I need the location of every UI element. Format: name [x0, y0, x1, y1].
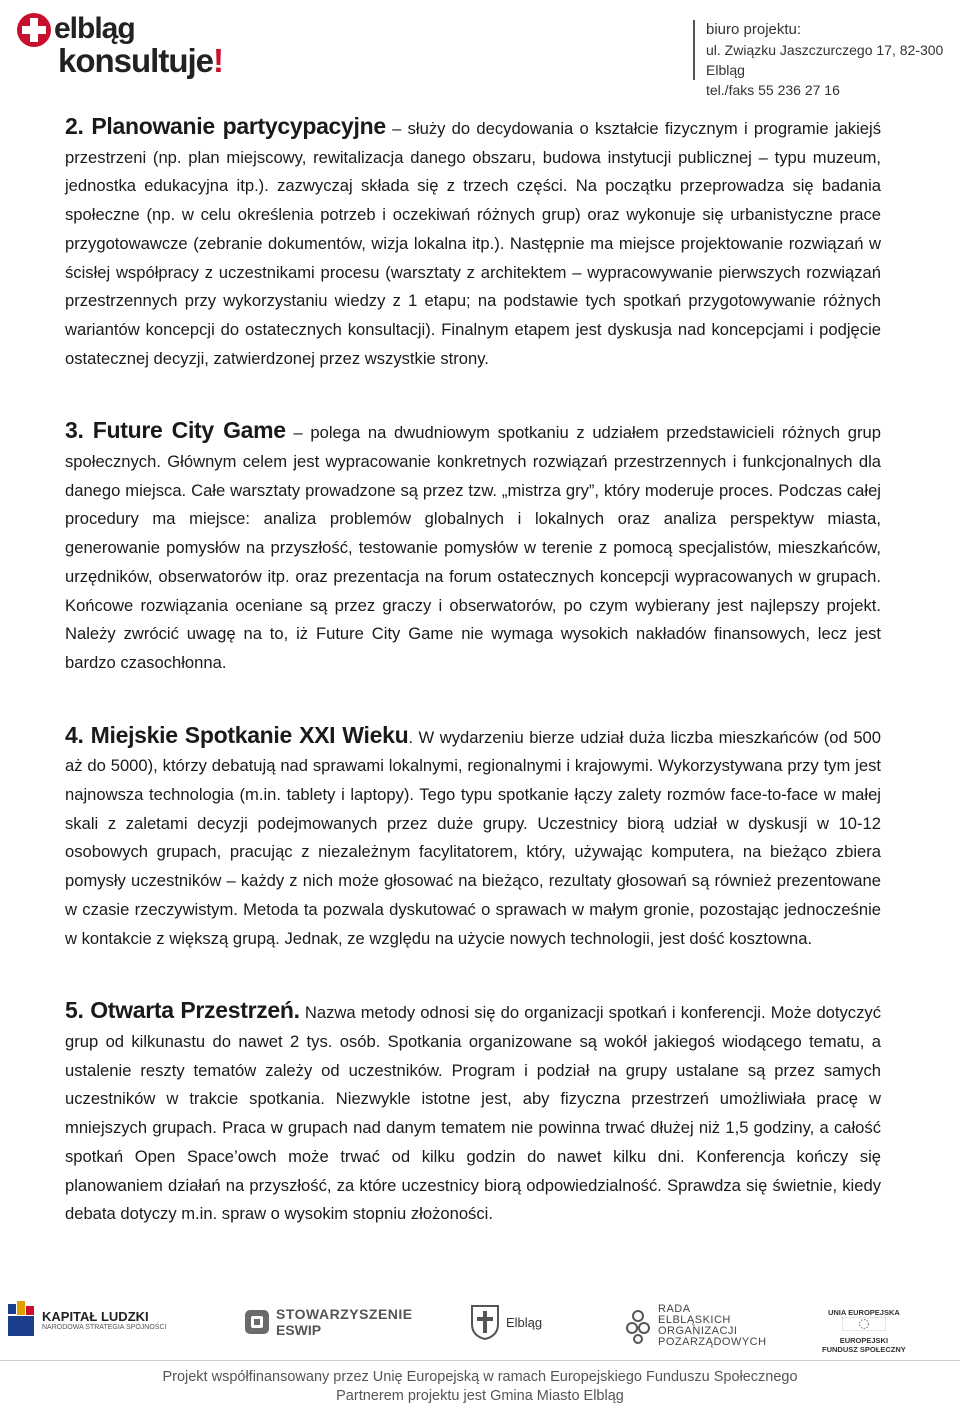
- section-text: – polega na dwudniowym spotkaniu z udziałem przedstawicieli różnych grup społecznych. Głównym celem jest wypracowanie konkretnych rozwiązań przestrzennych i funkcjonalnych dla danego miejsca. Całe warsztaty prowadzone są przez tzw. „mistrza gry”, który moderuje proces. Podczas całej procedury ma miejsce: analiza problemów globalnych i lokalnych oraz analiza perspektyw miasta, generowanie pomysłów na przyszłość, testowanie pomysłów w terenie z pomocą specjalistów, mieszkańców, urzędników, obserwatorów itp. oraz prezentacja na forum ostatecznych koncepcji wypracowanych w grupach. Końcowe rozwiązania oceniane są przez graczy i obserwatorów, po czym wybierany jest najlepszy projekt. Należy zwrócić uwagę na to, iż Future City Game nie wymaga wysokich nakładów finansowych, lecz jest bardzo czasochłonna.: [65, 423, 881, 672]
- document-body: [65, 112, 881, 1229]
- section-heading: 3. Future City Game: [65, 417, 286, 444]
- eswip-line2: ESWIP: [276, 1322, 322, 1338]
- office-info: [706, 20, 960, 100]
- ue-line3: FUNDUSZ SPOŁECZNY: [822, 1345, 906, 1354]
- section-text: – służy do decydowania o kształcie fizycznym i programie jakiejś przestrzeni (np. plan miejscowy, rewitalizacja danego obszaru, budowa instytucji publicznej – typu muzeum, jednostka edukacyjna itp.). zazwyczaj składa się z trzech części. Na początku przeprowadza się badania społeczne (np. w celu określenia potrzeb i oczekiwań różnych grup) oraz wykonuje się urbanistyczne prace przygotowawcze (zebranie dokumentów, wizja lokalna itp.). Następnie ma miejsce projektowanie rozwiązań w ścisłej współpracy z uczestnikami procesu (warsztaty z architektem – wypracowywanie pierwszych rozwiązań przestrzennych przy wykorzystaniu wiedzy z 1 etapu; na podstawie tych spotkań przygotowywanie różnych wariantów koncepcji do ostatecznych konsultacji). Finalnym etapem jest dyskusja nad koncepcjami i podjęcie ostatecznej decyzji, zatwierdzonej przez wszystkie strony.: [65, 119, 881, 368]
- elblag-konsultuje-logo: [14, 8, 234, 82]
- ue-line2: EUROPEJSKI: [839, 1336, 889, 1345]
- office-phone: tel./faks 55 236 27 16: [706, 82, 840, 98]
- office-label: biuro projektu:: [706, 21, 802, 38]
- kapital-subtitle: NARODOWA STRATEGIA SPÓJNOŚCI: [42, 1324, 167, 1331]
- page-header: [0, 0, 960, 98]
- section-miejskie-spotkanie: [65, 721, 881, 954]
- elblag-label: Elbląg: [506, 1314, 543, 1330]
- rada-line1: RADA: [658, 1303, 691, 1315]
- footer-logos: [0, 1296, 960, 1356]
- elblag-crest-icon: [470, 1304, 500, 1340]
- red-cross-icon: [16, 12, 52, 48]
- section-future-city-game: [65, 416, 881, 677]
- rada-organizacji-logo: [624, 1304, 767, 1348]
- footer-note: [0, 1368, 960, 1406]
- rada-line2: ELBLĄSKICH: [658, 1314, 731, 1326]
- eu-efs-logo: [822, 1308, 906, 1354]
- eswip-logo: [244, 1306, 413, 1338]
- section-heading: 2. Planowanie partycypacyjne: [65, 113, 386, 139]
- kapital-title: KAPITAŁ LUDZKI: [42, 1309, 149, 1324]
- section-otwarta-przestrzen: [65, 996, 881, 1229]
- footer-note-line1: Projekt współfinansowany przez Unię Europejską w ramach Europejskiego Funduszu Społecznego: [162, 1369, 798, 1385]
- section-planowanie: [65, 112, 881, 373]
- logo-elblag-text: elbląg: [54, 12, 135, 45]
- kapital-ludzki-icon: [6, 1300, 36, 1340]
- header-divider: [693, 20, 695, 80]
- eswip-icon: [244, 1309, 270, 1335]
- footer-note-line2: Partnerem projektu jest Gmina Miasto Elbląg: [336, 1388, 624, 1404]
- section-heading: 5. Otwarta Przestrzeń.: [65, 997, 300, 1024]
- footer-divider: [0, 1360, 960, 1361]
- elblag-city-logo: [470, 1304, 542, 1340]
- logo-konsultuje-text: konsultuje!: [58, 42, 224, 79]
- rada-icon: [624, 1308, 652, 1344]
- office-address: ul. Związku Jaszczurczego 17, 82-300 Elbląg: [706, 42, 944, 78]
- eswip-line1: STOWARZYSZENIE: [276, 1306, 413, 1322]
- section-heading: 4. Miejskie Spotkanie XXI Wieku: [65, 721, 409, 748]
- section-text: Nazwa metody odnosi się do organizacji spotkań i konferencji. Może dotyczyć grup od kilkunastu do nawet 2 tys. osób. Spotkania organizowane są wokół jakiegoś wiodącego tematu, a ustalenie reszty tematów zależy od uczestników. Program i podział na grupy ustalane są przez samych uczestników w trakcie spotkania. Niezwykle istotne jest, aby fizyczna przestrzeń umożliwiała pracę w mniejszych grupach. Praca w grupach nad danym tematem nie powinna trwać dłużej niż 1,5 godziny, a całość spotkań Open Space’owch może trwać od kilku godzin do nawet kilku dni. Konferencja kończy się planowaniem działań na przyszłość, za które uczestnicy biorą odpowiedzialność. Sprawdza się świetnie, kiedy debata dotyczy m.in. spraw o wysokim stopniu złożoności.: [65, 1003, 881, 1224]
- eu-flag-icon: [842, 1317, 886, 1331]
- ue-line1: UNIA EUROPEJSKA: [827, 1308, 900, 1317]
- section-text: . W wydarzeniu bierze udział duża liczba mieszkańców (od 500 aż do 5000), którzy debatują nad sprawami lokalnymi, regionalnymi i krajowymi. Wykorzystywana przy tym jest najnowsza technologia (m.in. tablety i laptopy). Tego typu spotkanie łączy zalety rozmów face-to-face w małej skali z zaletami decyzji podejmowanych przez duże grupy. Uczestnicy biorą udział w dyskusji w 10-12 osobowych grupach, pracując z niezależnym facylitatorem, który, używając komputera, na bieżąco zbiera pomysły uczestników – każdy z nich może głosować na bieżąco, rezultaty głosowań są również prezentowane w czasie rzeczywistym. Metoda ta pozwala dyskutować o sprawach w małym gronie, pozostając jednocześnie w kontakcie z większą grupą. Jednak, ze względu na użycie nowych technologii, jest dość kosztowna.: [65, 727, 882, 948]
- rada-line3: ORGANIZACJI: [658, 1325, 738, 1337]
- rada-line4: POZARZĄDOWYCH: [658, 1336, 767, 1348]
- kapital-ludzki-logo: [6, 1300, 166, 1340]
